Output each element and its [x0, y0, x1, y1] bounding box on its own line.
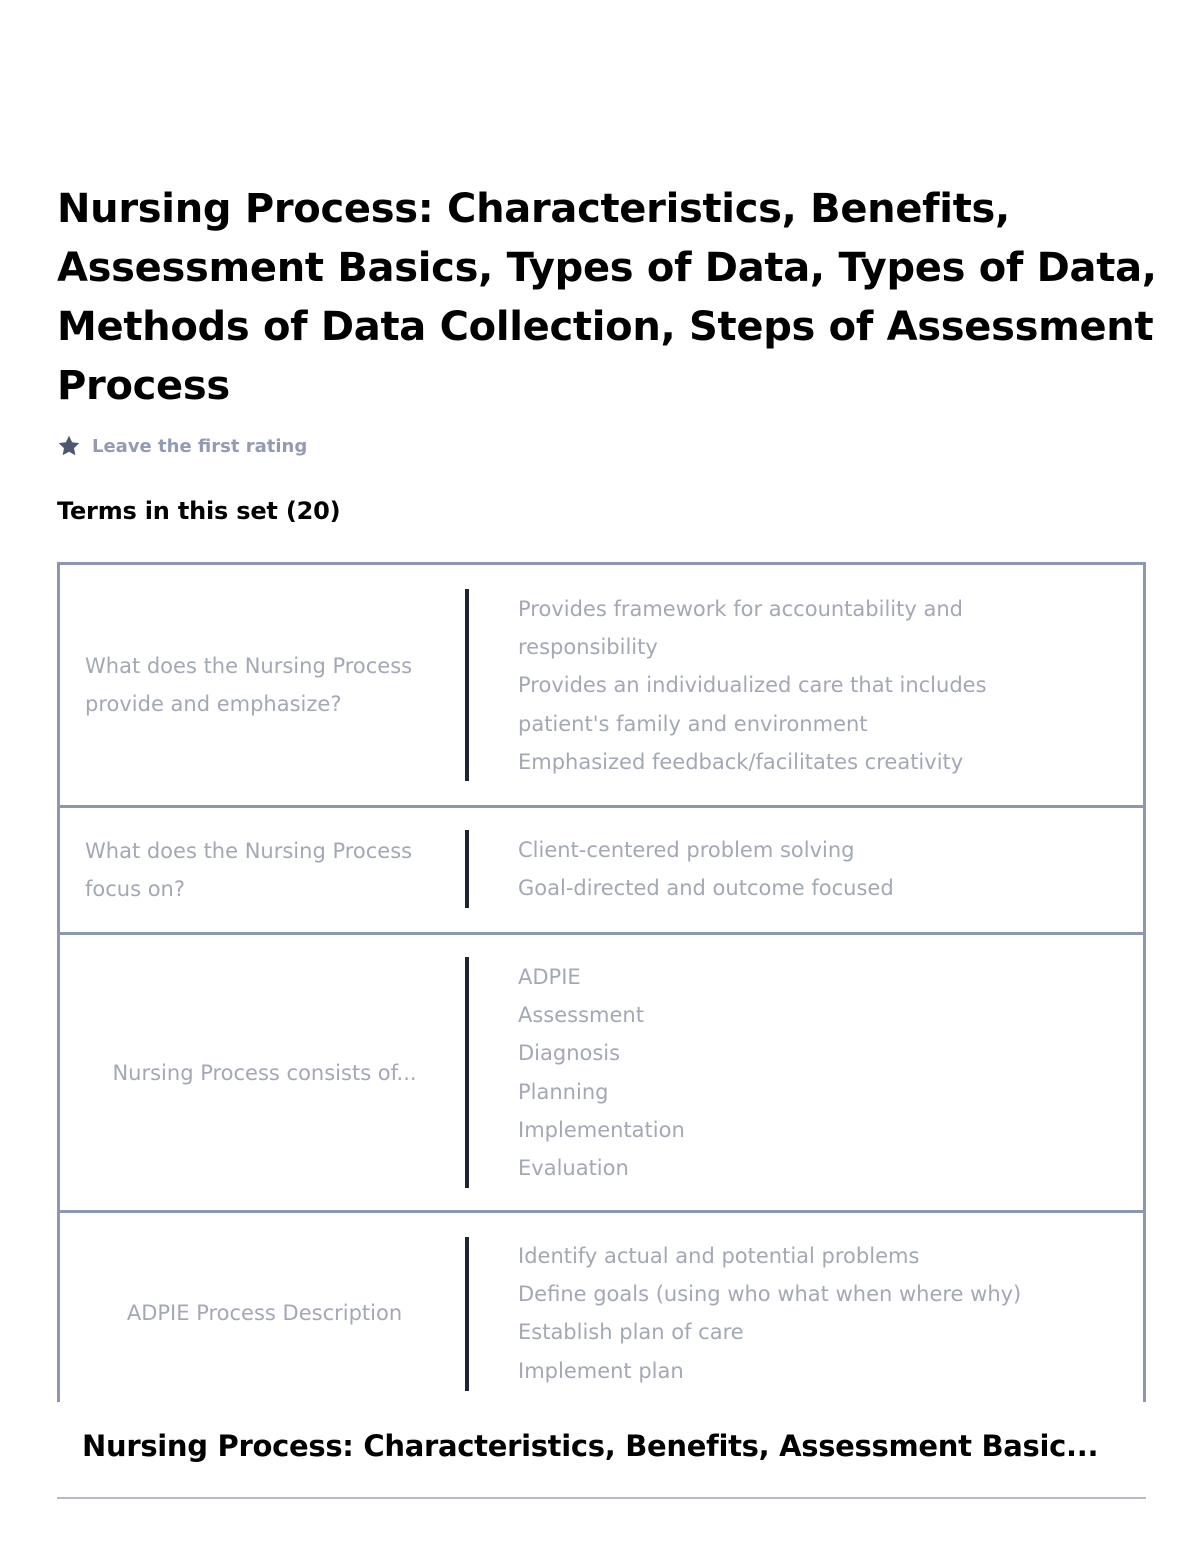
terms-list — [57, 562, 1146, 1402]
definition-line: Emphasized feedback/facilitates creativity — [518, 749, 964, 774]
definition-cell — [518, 958, 1123, 1187]
term-cell — [60, 1213, 444, 1402]
term-text: Nursing Process consists of... — [112, 1060, 417, 1085]
term-row — [60, 935, 1143, 1213]
definition-line: Provides an individualized care that includes — [518, 673, 987, 698]
star-icon — [57, 434, 81, 458]
footer-divider — [57, 1497, 1146, 1499]
term-text: What does the Nursing Process focus on? — [85, 839, 413, 901]
definition-line: ADPIE — [518, 965, 581, 989]
footer-title: Nursing Process: Characteristics, Benefits, Assessment Basic... — [82, 1429, 1099, 1463]
definition-line: Diagnosis — [518, 1041, 621, 1066]
term-divider — [465, 957, 469, 1188]
rating-label: Leave the first rating — [92, 435, 308, 457]
definition-cell — [518, 831, 1123, 907]
definition-line: Implement plan — [518, 1358, 684, 1383]
term-row — [60, 565, 1143, 808]
term-divider — [465, 1237, 469, 1391]
term-row — [60, 808, 1143, 935]
definition-line: Client-centered problem solving — [518, 838, 855, 862]
term-text: What does the Nursing Process provide and emphasize? — [85, 654, 413, 716]
definition-line: Identify actual and potential problems — [518, 1244, 920, 1268]
term-cell — [60, 565, 444, 805]
definition-line: Goal-directed and outcome focused — [518, 876, 894, 901]
rating-button[interactable] — [57, 432, 307, 460]
definition-line: Evaluation — [518, 1156, 629, 1181]
definition-cell — [518, 590, 1123, 781]
terms-heading: Terms in this set (20) — [57, 497, 341, 525]
definition-line: patient's family and environment — [518, 711, 868, 736]
term-cell — [60, 935, 444, 1210]
term-divider — [465, 830, 469, 908]
definition-line: Assessment — [518, 1003, 644, 1028]
definition-line: responsibility — [518, 635, 658, 660]
definition-line: Establish plan of care — [518, 1320, 744, 1345]
definition-line: Define goals (using who what when where why) — [518, 1282, 1022, 1307]
page-title: Nursing Process: Characteristics, Benefits, Assessment Basics, Types of Data, Types of Data, Methods of Data Collection, Steps of Assessment Process — [57, 186, 1157, 409]
term-cell — [60, 808, 444, 932]
term-divider — [465, 589, 469, 781]
term-row — [60, 1213, 1143, 1402]
definition-cell — [518, 1237, 1123, 1390]
definition-line: Planning — [518, 1079, 609, 1104]
term-text: ADPIE Process Description — [126, 1301, 403, 1325]
definition-line: Implementation — [518, 1117, 685, 1142]
definition-line: Provides framework for accountability and — [518, 597, 963, 621]
